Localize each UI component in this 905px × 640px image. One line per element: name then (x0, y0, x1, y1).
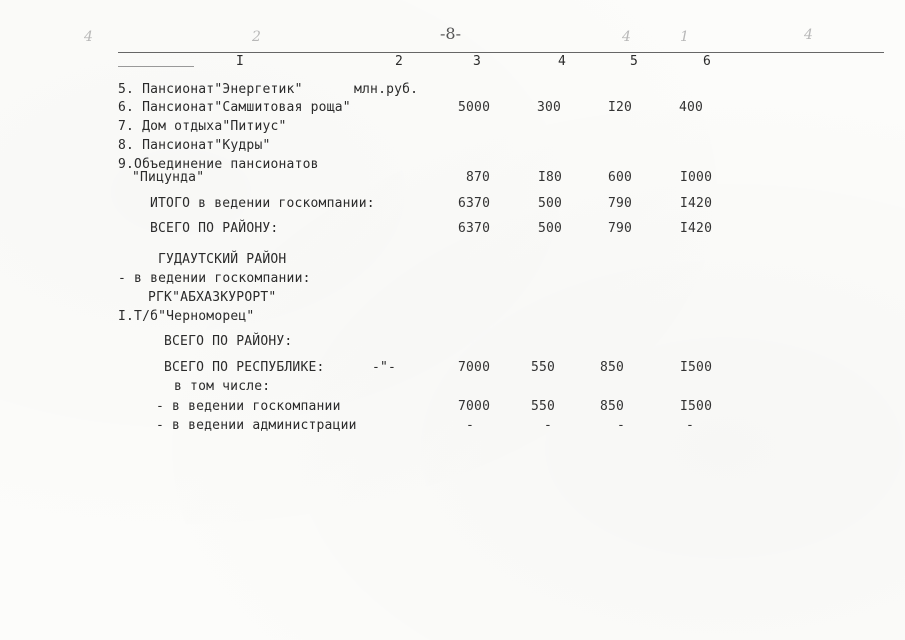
column-header-2: 2 (395, 54, 404, 69)
row-value-4: 550 (531, 360, 556, 375)
row-value-4: 500 (538, 221, 563, 236)
column-header-1: I (236, 54, 245, 69)
row-value-5: - (617, 418, 626, 433)
row-name: - в ведении госкомпании (156, 399, 341, 414)
row-value-3: 7000 (458, 399, 491, 414)
row-value-6: I500 (680, 399, 713, 414)
row-value-5: 790 (608, 221, 633, 236)
row-value-5: 850 (600, 399, 625, 414)
row-value-6: I500 (680, 360, 713, 375)
row-name: ВСЕГО ПО РАЙОНУ: (150, 221, 279, 236)
margin-mark: 4 (622, 29, 632, 45)
column-header-4: 4 (558, 54, 567, 69)
row-name: 6. Пансионат"Самшитовая роща" (118, 100, 351, 115)
row-value-4: 300 (537, 100, 562, 115)
row-value-4: 550 (531, 399, 556, 414)
header-top-rule (118, 52, 884, 53)
column-header-5: 5 (630, 54, 639, 69)
row-value-3: 7000 (458, 360, 491, 375)
column-header-6: 6 (703, 54, 712, 69)
row-value-3: - (466, 418, 475, 433)
margin-mark: 1 (680, 29, 690, 45)
row-value-5: 600 (608, 170, 633, 185)
row-value-4: 500 (538, 196, 563, 211)
row-name: ВСЕГО ПО РЕСПУБЛИКЕ: (164, 360, 325, 375)
row-unit: -"- (372, 360, 397, 375)
margin-mark: 4 (84, 29, 94, 45)
row-name: - в ведении администрации (156, 418, 357, 433)
row-value-6: I000 (680, 170, 713, 185)
row-name: - в ведении госкомпании: (118, 271, 311, 286)
margin-mark: 2 (252, 29, 262, 45)
row-value-3: 6370 (458, 221, 491, 236)
header-bottom-rule (118, 66, 194, 67)
row-value-5: I20 (608, 100, 633, 115)
row-name: ВСЕГО ПО РАЙОНУ: (164, 334, 293, 349)
row-name: I.Т/б"Черноморец" (118, 309, 255, 324)
row-unit: млн.руб. (354, 82, 419, 97)
row-value-3: 6370 (458, 196, 491, 211)
row-name: 5. Пансионат"Энергетик" (118, 82, 303, 97)
row-name: 9.Объединение пансионатов (118, 157, 319, 172)
row-value-6: 400 (679, 100, 704, 115)
row-value-4: - (544, 418, 553, 433)
row-value-3: 5000 (458, 100, 491, 115)
page-number: -8- (440, 24, 461, 43)
row-name: РГК"АБХАЗКУРОРТ" (148, 290, 277, 305)
row-value-5: 850 (600, 360, 625, 375)
row-value-4: I80 (538, 170, 563, 185)
row-value-5: 790 (608, 196, 633, 211)
row-name: ИТОГО в ведении госкомпании: (150, 196, 375, 211)
row-value-6: - (686, 418, 695, 433)
column-header-3: 3 (473, 54, 482, 69)
row-value-6: I420 (680, 221, 713, 236)
row-name: "Пицунда" (132, 170, 205, 185)
margin-mark: 4 (804, 27, 814, 43)
row-name: в том числе: (174, 379, 271, 394)
row-name: 7. Дом отдыха"Питиус" (118, 119, 287, 134)
row-value-3: 870 (466, 170, 491, 185)
section-heading: ГУДАУТСКИЙ РАЙОН (158, 252, 287, 267)
row-name: 8. Пансионат"Кудры" (118, 138, 271, 153)
row-value-6: I420 (680, 196, 713, 211)
